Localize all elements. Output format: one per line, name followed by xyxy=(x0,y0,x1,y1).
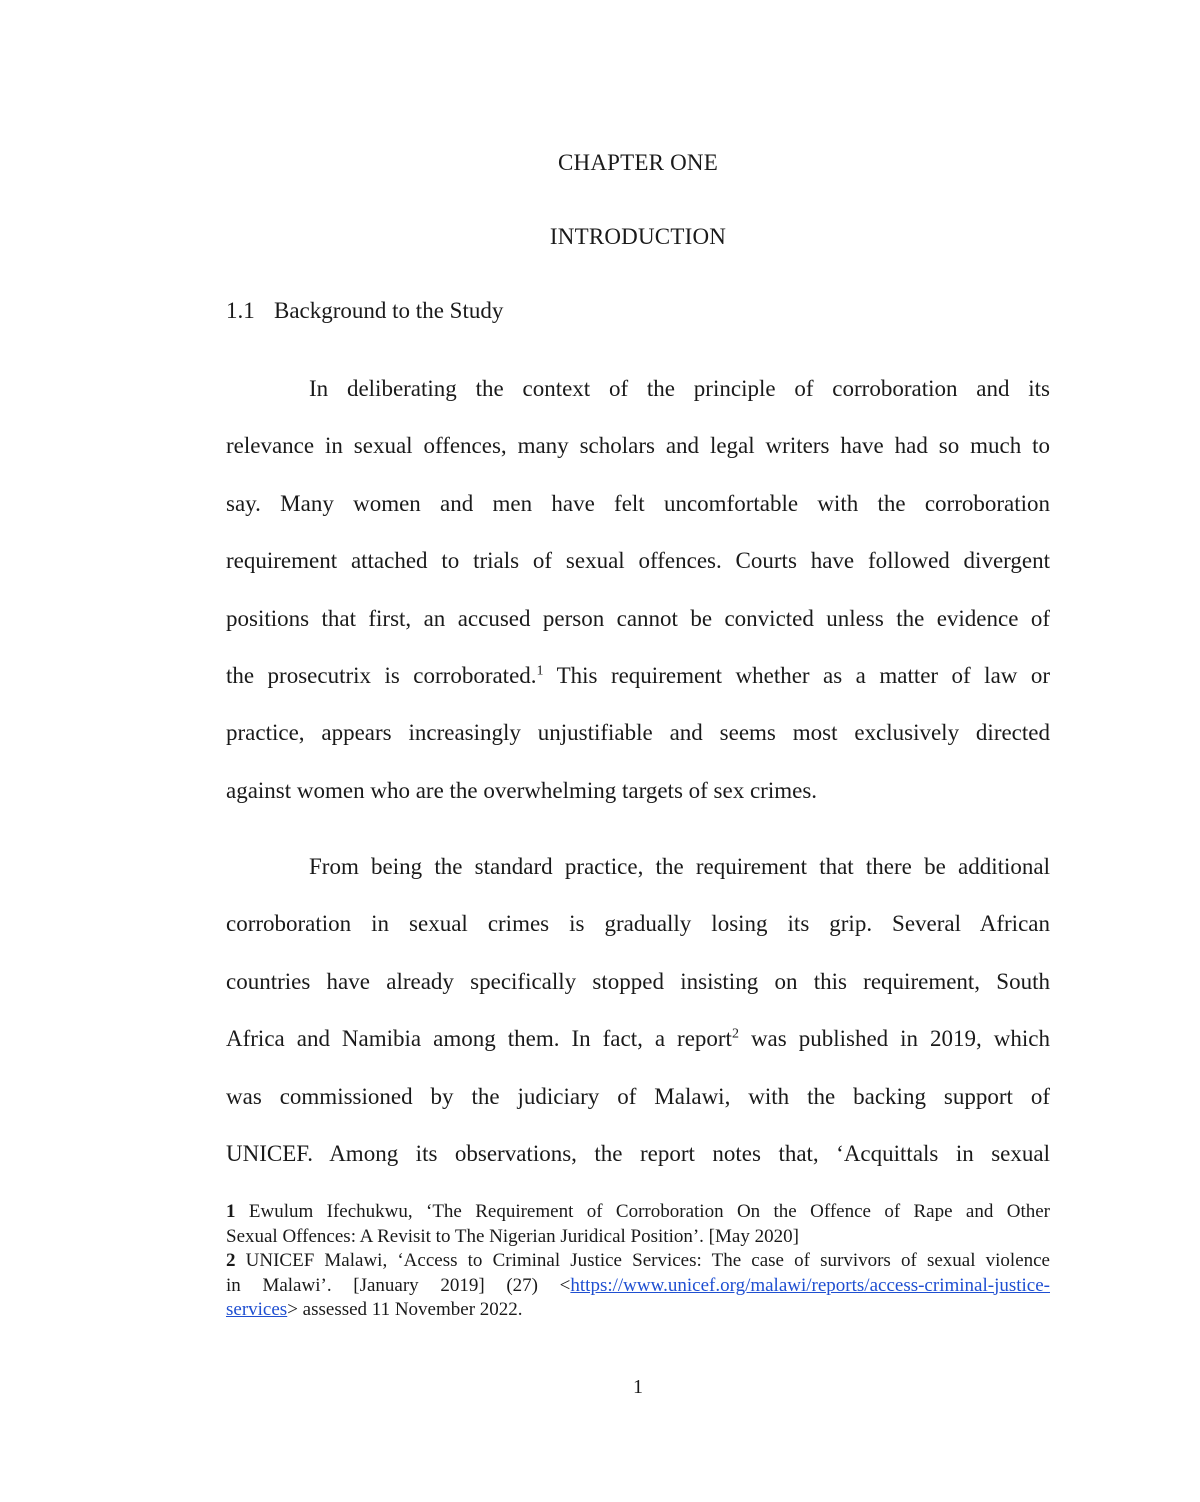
unicef-report-link[interactable]: https://www.unicef.org/malawi/reports/access-criminal-justice- xyxy=(570,1274,1050,1296)
paragraph-line: countries have already specifically stopped insisting on this requirement, South xyxy=(226,968,1050,994)
footnote-2-line xyxy=(226,1249,1050,1274)
chapter-title: INTRODUCTION xyxy=(549,224,727,249)
unicef-report-link-cont[interactable]: services xyxy=(226,1299,288,1320)
paragraph-line: relevance in sexual offences, many scholars and legal writers have had so much to xyxy=(226,433,1050,459)
footnote-text: > assessed 11 November 2022. xyxy=(287,1299,523,1320)
paragraph-line: corroboration in sexual crimes is gradually losing its grip. Several African xyxy=(226,911,1050,937)
footnote-1-line xyxy=(226,1200,1050,1225)
paragraph-1 xyxy=(226,360,1050,819)
chapter-heading: CHAPTER ONE xyxy=(557,150,718,175)
paragraph-line: say. Many women and men have felt uncomfortable with the corroboration xyxy=(226,490,1050,516)
footnote-2-line xyxy=(226,1274,1050,1299)
paragraph-line: UNICEF. Among its observations, the report notes that, ‘Acquittals in sexual xyxy=(226,1140,1050,1166)
section-heading xyxy=(226,298,503,324)
footnote-text: UNICEF Malawi, ‘Access to Criminal Justice Services: The case of survivors of sexual violence xyxy=(235,1250,1050,1271)
footnote-number: 2 xyxy=(226,1250,236,1271)
paragraph-line: practice, appears increasingly unjustifiable and seems most exclusively directed xyxy=(226,720,1050,746)
paragraph-line: positions that first, an accused person cannot be convicted unless the evidence of xyxy=(226,605,1050,631)
line-text: Africa and Namibia among them. In fact, a report xyxy=(226,1026,732,1052)
paragraph-line: was commissioned by the judiciary of Malawi, with the backing support of xyxy=(226,1083,1050,1109)
page-number: 1 xyxy=(633,1376,643,1398)
line-text: This requirement whether as a matter of law or xyxy=(543,662,1050,688)
paragraph-2 xyxy=(226,838,1050,1182)
paragraph-line xyxy=(226,647,1050,704)
footnote-number: 1 xyxy=(226,1201,236,1222)
paragraph-line: requirement attached to trials of sexual offences. Courts have followed divergent xyxy=(226,548,1050,574)
paragraph-line xyxy=(226,1010,1050,1067)
line-text: the prosecutrix is corroborated. xyxy=(226,662,537,688)
paragraph-line: From being the standard practice, the requirement that there be additional xyxy=(309,854,1050,879)
footnote-text: Ewulum Ifechukwu, ‘The Requirement of Corroboration On the Offence of Rape and Other xyxy=(235,1201,1050,1222)
section-title: Background to the Study xyxy=(274,298,504,323)
footnote-text: in Malawi’. [January 2019] (27) < xyxy=(226,1274,571,1296)
paragraph-line: In deliberating the context of the principle of corroboration and its xyxy=(309,376,1050,401)
footnote-1-line: Sexual Offences: A Revisit to The Nigerian Juridical Position’. [May 2020] xyxy=(226,1225,799,1247)
section-number: 1.1 xyxy=(226,298,255,323)
footnote-2-line xyxy=(226,1298,1050,1323)
paragraph-line: against women who are the overwhelming targets of sex crimes. xyxy=(226,777,818,803)
footnote-ref-2[interactable]: 2 xyxy=(731,1026,739,1042)
line-text: was published in 2019, which xyxy=(738,1026,1050,1052)
footnote-ref-1[interactable]: 1 xyxy=(536,663,544,679)
footnotes xyxy=(226,1200,1050,1323)
